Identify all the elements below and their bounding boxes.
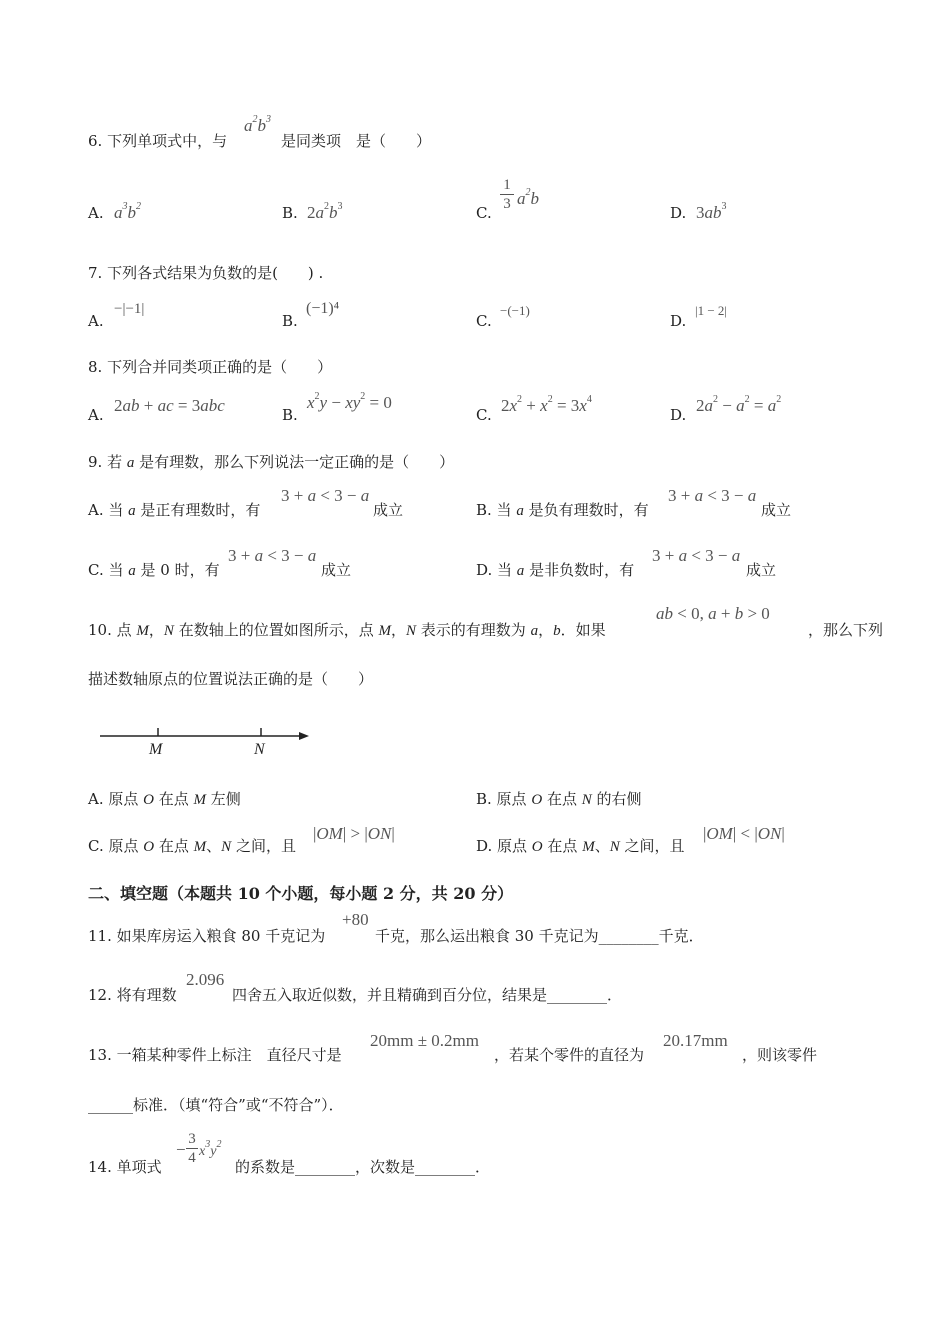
q9-option-d: D. 当 a 是非负数时，有 bbox=[476, 561, 635, 579]
q6-option-c-fraction: 1 3 bbox=[500, 177, 514, 212]
q8-option-b-expr: $x^2y - xy^2 = 0$ bbox=[307, 391, 392, 412]
q7-option-c-expr: −(−1) bbox=[500, 303, 530, 318]
q9-option-c-expr: 3 + a < 3 − a bbox=[228, 546, 317, 565]
q12-expr: 2.096 bbox=[186, 970, 225, 989]
q9-option-a-tail: 成立 bbox=[373, 501, 404, 519]
q9-option-c: C. 当 a 是 0 时，有 bbox=[88, 561, 220, 579]
q12-suffix: 四舍五入取近似数，并且精确到百分位，结果是________． bbox=[232, 986, 623, 1004]
q8-option-c-expr: $2x^2 + x^2 = 3x^4$ bbox=[501, 394, 592, 415]
q9-stem: 9. 若 a 是有理数，那么下列说法一定正确的是（ ） bbox=[88, 453, 455, 471]
q11-prefix: 11. 如果库房运入粮食 80 千克记为 bbox=[88, 927, 326, 945]
q9-option-b-expr: 3 + a < 3 − a bbox=[668, 486, 757, 505]
q8-option-d-label: D. bbox=[670, 406, 687, 424]
q6-expr: $a^2b^3$ bbox=[244, 114, 271, 135]
q8-option-a-label: A. bbox=[88, 406, 104, 424]
q12-prefix: 12. 将有理数 bbox=[88, 986, 177, 1004]
q10-line2: 描述数轴原点的位置说法正确的是（ ） bbox=[88, 670, 374, 688]
q13-prefix: 13. 一箱某种零件上标注 直径尺寸是 bbox=[88, 1046, 342, 1064]
q10-line1: 10. 点 M，N 在数轴上的位置如图所示，点 M，N 表示的有理数为 a，b．如果 bbox=[88, 621, 606, 639]
section2-title: 二、填空题（本题共 10 个小题，每小题 2 分，共 20 分） bbox=[88, 884, 514, 903]
q9-option-b: B. 当 a 是负有理数时，有 bbox=[476, 501, 649, 519]
q13-expr2: 20.17mm bbox=[663, 1031, 728, 1050]
q6-option-a-expr: $a^3b^2$ bbox=[114, 201, 141, 222]
q9-option-a-expr: 3 + a < 3 − a bbox=[281, 486, 370, 505]
q14-minus: − bbox=[176, 1140, 186, 1159]
q7-option-b-label: B. bbox=[282, 312, 298, 330]
q10-line1-tail: ，那么下列 bbox=[808, 621, 884, 639]
label-m: M bbox=[149, 741, 163, 758]
q7-stem: 7. 下列各式结果为负数的是( ) . bbox=[88, 264, 324, 282]
q6-option-d-expr: $3ab^3$ bbox=[696, 201, 727, 222]
q8-option-a-expr: 2ab + ac = 3abc bbox=[114, 396, 225, 415]
q9-option-d-expr: 3 + a < 3 − a bbox=[652, 546, 741, 565]
q8-option-b-label: B. bbox=[282, 406, 298, 424]
q10-option-d-expr: |OM| < |ON| bbox=[703, 824, 785, 843]
q10-option-a: A. 原点 O 在点 M 左侧 bbox=[88, 790, 241, 808]
q8-stem: 8. 下列合并同类项正确的是（ ） bbox=[88, 358, 333, 376]
q9-option-c-tail: 成立 bbox=[321, 561, 352, 579]
q13-mid: ，若某个零件的直径为 bbox=[494, 1046, 645, 1064]
q7-option-d-expr: |1 − 2| bbox=[695, 303, 728, 318]
q13-expr1: 20mm ± 0.2mm bbox=[370, 1031, 479, 1050]
q13-line2: ______标准．（填“符合”或“不符合”）． bbox=[88, 1096, 344, 1114]
q10-option-c-expr: |OM| > |ON| bbox=[313, 824, 395, 843]
q10-option-d: D. 原点 O 在点 M、N 之间，且 bbox=[476, 837, 685, 855]
q11-suffix: 千克，那么运出粮食 30 千克记为________千克． bbox=[375, 927, 704, 945]
q14-expr: $x^3y^2$ bbox=[199, 1139, 222, 1159]
q7-option-b-expr: (−1)⁴ bbox=[306, 300, 340, 317]
q8-option-c-label: C. bbox=[476, 406, 492, 424]
q6-option-a-label: A. bbox=[88, 204, 104, 222]
q14-fraction: 3 4 bbox=[186, 1131, 198, 1166]
q10-condition-expr: ab < 0, a + b > 0 bbox=[656, 604, 770, 623]
q8-option-d-expr: $2a^2 - a^2 = a^2$ bbox=[696, 394, 782, 415]
q9-option-b-tail: 成立 bbox=[761, 501, 792, 519]
q6-suffix: 是同类项 是（ ） bbox=[281, 132, 432, 150]
q13-suffix: ，则该零件 bbox=[742, 1046, 818, 1064]
q7-option-d-label: D. bbox=[670, 312, 687, 330]
number-line-arrow bbox=[299, 732, 309, 740]
q6-option-d-label: D. bbox=[670, 204, 687, 222]
q10-option-c: C. 原点 O 在点 M、N 之间，且 bbox=[88, 837, 296, 855]
q14-suffix: 的系数是________，次数是________． bbox=[235, 1158, 491, 1176]
q6-option-b-label: B. bbox=[282, 204, 298, 222]
q11-expr: +80 bbox=[342, 910, 369, 929]
q7-option-c-label: C. bbox=[476, 312, 492, 330]
q7-option-a-label: A. bbox=[88, 312, 104, 330]
q9-option-a: A. 当 a 是正有理数时，有 bbox=[88, 501, 261, 519]
q10-option-b: B. 原点 O 在点 N 的右侧 bbox=[476, 790, 642, 808]
q7-option-a-expr: −|−1| bbox=[114, 301, 145, 317]
q6-option-c-expr: $a^2b$ bbox=[517, 187, 539, 208]
label-n: N bbox=[254, 741, 265, 758]
q9-option-d-tail: 成立 bbox=[746, 561, 777, 579]
q6-prefix: 6. 下列单项式中，与 bbox=[88, 132, 228, 150]
q6-option-c-label: C. bbox=[476, 204, 492, 222]
q6-option-b-expr: $2a^2b^3$ bbox=[307, 201, 343, 222]
q14-prefix: 14. 单项式 bbox=[88, 1158, 162, 1176]
number-line-figure bbox=[95, 722, 315, 762]
